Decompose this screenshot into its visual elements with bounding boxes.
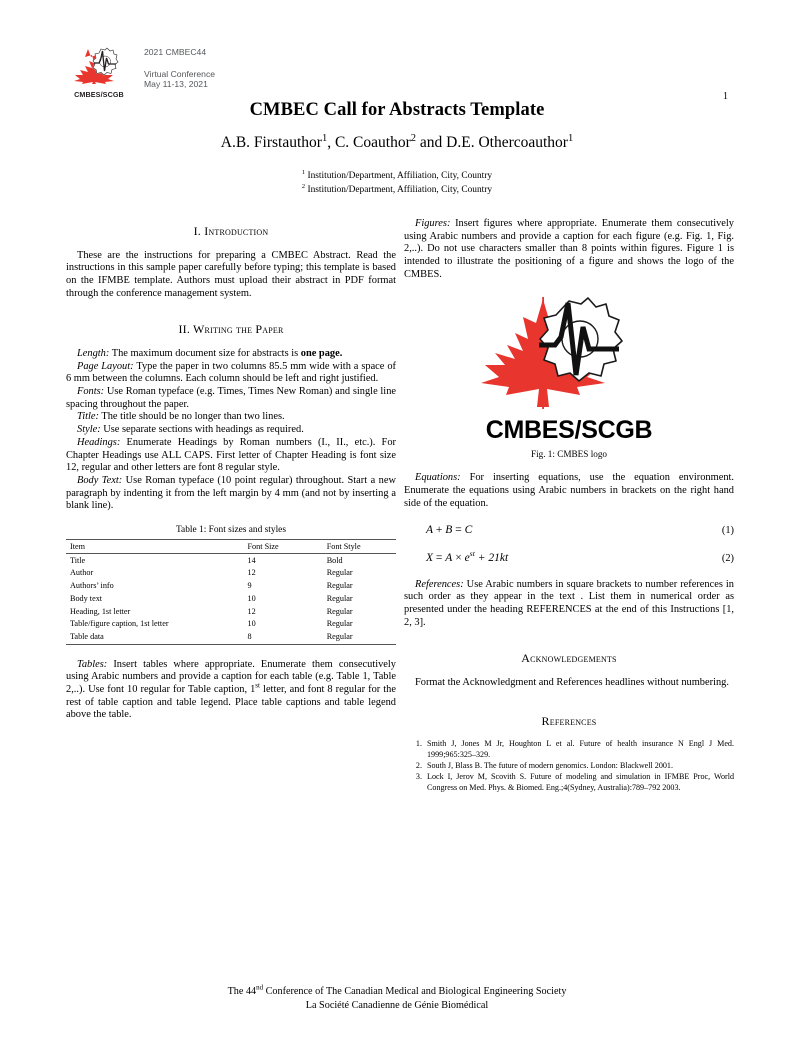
paragraph-acknowledgements: Format the Acknowledgment and References headlines without numbering.: [415, 676, 729, 688]
text-page-layout: Type the paper in two columns 85.5 mm wide with a space of 6 mm between the columns. Each column should be left and right justified.: [66, 360, 396, 385]
table-cell-font-style: Regular: [326, 581, 353, 591]
table-cell-font-size: 12: [247, 606, 256, 616]
equation-2-rhs: e: [464, 551, 470, 564]
label-fonts: Fonts:: [77, 386, 105, 398]
footer-society-name-en: Conference of The Canadian Medical and Biological Engineering Society: [263, 986, 567, 998]
equation-2-operator-2: ×: [452, 551, 465, 564]
left-column: [66, 218, 396, 722]
equation-2-operator-1: =: [433, 551, 446, 564]
reference-list: [404, 739, 734, 793]
table-cell-item: Author: [70, 568, 94, 578]
paragraph-equations: [404, 472, 734, 510]
author-separator-2: and: [416, 134, 447, 151]
equation-2-body: [426, 551, 722, 565]
footer-conference-number: The 44: [227, 986, 257, 998]
text-tables-a: Insert tables where appropriate. Enumerate them consecutively using Arabic numbers and provide a caption for each table (e.g. Table 1, Table 2,..). Use font 10 regular for Table caption, 1: [66, 658, 396, 696]
equation-2-tail: + 21kt: [474, 551, 509, 564]
text-tables-b: letter, and font 8 regular for the rest of table caption and table legend. Place table captions and table legend above the table.: [66, 684, 396, 721]
label-length: Length:: [77, 348, 110, 359]
author-list: [0, 134, 794, 152]
paragraph-body-text: [66, 475, 396, 513]
author-2-affil-marker: 2: [410, 132, 417, 144]
paragraph-page-layout: [66, 361, 396, 386]
footer-ordinal-suffix: nd: [256, 985, 264, 993]
text-fonts: Use Roman typeface (e.g. Times, Times New Roman) and single line spacing throughout the paper.: [66, 386, 396, 410]
equation-2: [404, 551, 734, 566]
page-number: 1: [723, 91, 728, 102]
label-figures: Figures:: [415, 218, 451, 229]
text-tables-ordinal: st: [255, 681, 261, 690]
label-style: Style:: [77, 424, 101, 436]
affiliation-block: [0, 170, 794, 197]
equation-1-operator-2: =: [452, 524, 465, 537]
figure-caption: Fig. 1: CMBES logo: [530, 448, 608, 459]
text-length-a: The maximum document size for abstracts is: [109, 348, 301, 359]
text-length-bold: one page.: [300, 348, 343, 359]
table-cell-font-style: Bold: [326, 555, 343, 565]
table-row: [66, 580, 396, 593]
list-item: 3. Lock I, Jerov M, Scovith S. Future of modeling and simulation in IFMBE Proc, World Congress on Med. Phys. & Biomed. Eng.;4(Sydney, Australia):789–792 2003.: [424, 772, 734, 793]
label-body-text: Body Text:: [77, 474, 123, 486]
table-cell-font-style: Regular: [326, 606, 353, 616]
author-separator-1: ,: [327, 134, 335, 151]
text-body-text: Use Roman typeface (10 point regular) throughout. Start a new paragraph by indenting it from the left margin by 4 mm (and not by inserting a blank line).: [66, 474, 396, 512]
table-column-header-item: Item: [66, 540, 248, 554]
equation-1-number: (1): [721, 525, 734, 537]
text-title: The title should be no longer than two lines.: [98, 411, 285, 423]
header-venue: Virtual Conference: [144, 68, 216, 79]
table-cell-font-size: 14: [247, 555, 256, 565]
table-header-row: [66, 540, 396, 554]
table-caption: Table 1: Font sizes and styles: [175, 524, 286, 535]
table-column-header-font-style: Font Style: [327, 540, 396, 554]
section-heading-introduction: I. Introduction: [193, 224, 269, 238]
text-headings: Enumerate Headings by Roman numbers (I., II., etc.). For Chapter Headings use ALL CAPS. First letter of Chapter Heading is font size 12, regular and other letters are font 8 regular style.: [66, 436, 396, 474]
table-cell-font-size: 10: [247, 619, 256, 629]
table-column-header-font-size: Font Size: [248, 540, 327, 554]
table-cell-font-style: Regular: [326, 593, 353, 603]
font-sizes-table: [66, 539, 396, 644]
table-row: [66, 631, 396, 644]
table-cell-font-size: 8: [248, 631, 327, 644]
page-title: CMBEC Call for Abstracts Template: [249, 100, 545, 120]
paragraph-introduction: These are the instructions for preparing a CMBEC Abstract. Read the instructions in this sample paper carefully before typing; this template is based on the IFMBE template. Authors must upload their abstract in PDF format through the conference management system.: [66, 249, 396, 299]
text-style: Use separate sections with headings as required.: [100, 424, 304, 436]
text-figures: Insert figures where appropriate. Enumerate them consecutively using Arabic numbers and provide a caption for each figure (e.g. Fig. 1, Fig. 2,..). Do not use characters smaller than 8 points within figures. Figure 1 is intended to illustrate the positioning of a figure and shows the logo of the CMBES.: [404, 218, 734, 280]
footer-line-1: [0, 985, 794, 999]
author-3-affil-marker: 1: [567, 132, 574, 144]
table-cell-item: Title: [70, 555, 86, 565]
paragraph-fonts: [66, 386, 396, 411]
paragraph-tables: [66, 659, 396, 722]
table-row: [66, 593, 396, 606]
affiliation-1-text: Institution/Department, Affiliation, City, Country: [307, 171, 493, 181]
paragraph-references: [404, 579, 734, 630]
label-references: References:: [415, 578, 464, 590]
label-tables: Tables:: [77, 658, 108, 670]
table-cell-item: Table data: [66, 631, 248, 644]
equation-2-lhs: X: [426, 551, 434, 564]
equation-2-number: (2): [721, 552, 734, 564]
figure-1: [404, 295, 734, 460]
equation-1-rhs: C: [464, 524, 473, 537]
equation-2-mid: A: [445, 551, 453, 564]
equation-1-body: [426, 523, 722, 537]
section-heading-acknowledgements: Acknowledgements: [521, 651, 617, 666]
equation-2-exponent: st: [469, 549, 475, 559]
label-headings: Headings:: [77, 436, 121, 448]
list-item: 2. South J, Blass B. The future of modern genomics. London: Blackwell 2001.: [424, 761, 734, 771]
header-dates: May 11-13, 2021: [144, 79, 208, 90]
author-1-name: A.B. Firstauthor: [220, 134, 322, 151]
table-cell-item: Table/figure caption, 1st letter: [70, 619, 169, 629]
table-row: [66, 618, 396, 631]
table-cell-font-size: 10: [247, 593, 256, 603]
section-heading-writing-the-paper: II. Writing the Paper: [178, 322, 284, 337]
header-conference-code: 2021 CMBEC44: [144, 47, 207, 57]
cmbes-logo-icon: [481, 295, 657, 413]
label-title: Title:: [77, 411, 99, 423]
label-equations: Equations:: [415, 472, 461, 484]
conference-header: [68, 44, 215, 99]
text-references: Use Arabic numbers in square brackets to number references in such order as they appear in the text . List them in numerical order as presented under the heading REFERENCES at the end of this Instructions [1, 2, 3].: [404, 578, 734, 628]
affiliation-2-text: Institution/Department, Affiliation, City, Country: [307, 184, 493, 195]
table-row: [66, 554, 396, 567]
paragraph-length: [66, 348, 396, 361]
equation-1: [404, 523, 734, 538]
right-column: [404, 218, 734, 794]
header-logo: [68, 44, 130, 99]
footer-line-2: La Société Canadienne de Génie Biomédical: [305, 1000, 489, 1012]
affiliation-1: [0, 170, 794, 184]
equation-1-lhs: A: [426, 524, 434, 537]
label-page-layout: Page Layout:: [77, 360, 134, 372]
equation-1-mid: B: [445, 524, 453, 537]
list-item: 1. Smith J, Jones M Jr, Houghton L et al. Future of health insurance N Engl J Med. 1999;965:325–329.: [424, 739, 734, 760]
header-spacer: [144, 58, 215, 69]
paragraph-title: [66, 411, 396, 424]
table-cell-font-size: 12: [247, 568, 256, 578]
paragraph-style: [66, 424, 396, 437]
table-cell-font-style: Regular: [327, 631, 396, 644]
text-equations: For inserting equations, use the equation environment. Enumerate the equations using Arabic numbers in brackets on the right hand side of the equation.: [404, 472, 734, 509]
table-row: [66, 567, 396, 580]
paragraph-headings: [66, 437, 396, 475]
page-footer: [0, 985, 794, 1013]
affiliation-2-marker: 2: [301, 182, 306, 190]
affiliation-1-marker: 1: [301, 168, 306, 176]
paragraph-figures: [404, 218, 734, 281]
equation-1-operator-1: +: [433, 524, 446, 537]
header-conference-info: [144, 44, 215, 90]
author-3-name: D.E. Othercoauthor: [446, 134, 568, 151]
table-cell-font-size: 9: [247, 581, 252, 591]
table-row: [66, 605, 396, 618]
figure-wordmark: CMBES/SCGB: [485, 416, 653, 445]
table-cell-font-style: Regular: [326, 568, 353, 578]
cmbes-leaf-gear-icon: [71, 46, 127, 84]
table-cell-item: Authors’ info: [70, 581, 114, 591]
header-logo-wordmark: CMBES/SCGB: [74, 90, 124, 99]
author-1-affil-marker: 1: [321, 132, 328, 144]
table-cell-font-style: Regular: [326, 619, 353, 629]
author-2-name: C. Coauthor: [334, 134, 411, 151]
affiliation-2: [0, 184, 794, 198]
section-heading-references: References: [541, 713, 597, 728]
table-cell-item: Body text: [70, 593, 103, 603]
table-cell-item: Heading, 1st letter: [70, 606, 131, 616]
